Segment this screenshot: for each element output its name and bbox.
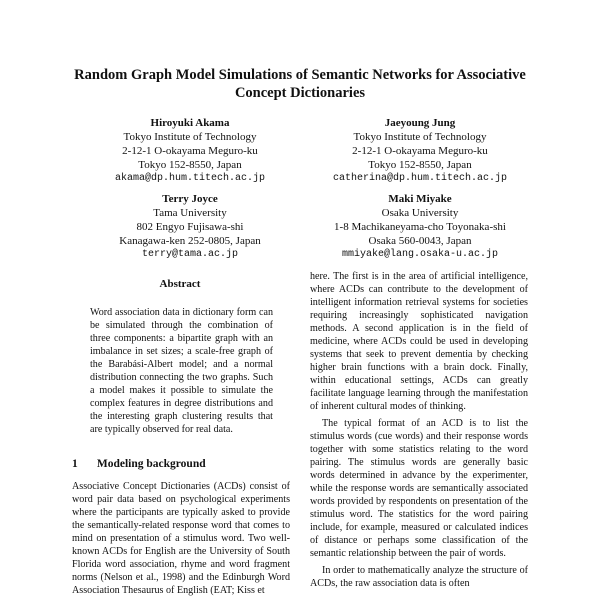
author-address: Tokyo 152-8550, Japan <box>368 159 472 171</box>
author-address: Tokyo 152-8550, Japan <box>138 159 242 171</box>
author-block <box>60 116 320 186</box>
author-name: Maki Miyake <box>388 193 452 205</box>
abstract-text: Word association data in dictionary form can be simulated through the combination of three components: a bipartite graph with an imbalance in set sizes; a scale-free graph of the Barabási-Albert model; and a normal distribution connecting the two graphs. Such a model makes it possible to simulate the complex features in degree distributions and the interesting graph clustering results that are typically observed for real data. <box>90 307 273 435</box>
paragraph: Associative Concept Dictionaries (ACDs) consist of word pair data based on psychological experiments where the participants are typically asked to provide the semantically-related response word that comes to mind on presentation of a stimulus word. Two well-known ACDs for English are the University of South Florida word association, rhyme and word fragment norms (Nelson et al., 1998) and the Edinburgh Word Association Thesaurus of English (EAT; Kiss et <box>72 481 290 596</box>
section-title: Modeling background <box>96 458 206 470</box>
author-address: 802 Engyo Fujisawa-shi <box>136 221 244 233</box>
author-email[interactable]: mmiyake@lang.osaka-u.ac.jp <box>341 249 499 260</box>
section-number: 1 <box>72 458 78 470</box>
author-affiliation: Osaka University <box>381 207 459 219</box>
author-name: Hiroyuki Akama <box>150 117 230 129</box>
paragraph: here. The first is in the area of artificial intelligence, where ACDs can contribute to the development of intelligent information retrieval systems for societies requiring increasingly sophisticated navigation methods. A second application is in the field of medicine, where ACDs could be used in developing systems that seek to prevent dementia by checking higher brain functions with a brain dock. Finally, within educational settings, ACDs can greatly facilitate language learning through the manifestation of inherent cultural modes of thinking. <box>310 271 528 412</box>
author-affiliation: Tokyo Institute of Technology <box>123 131 257 143</box>
author-address: Osaka 560-0043, Japan <box>368 235 472 247</box>
author-address: 1-8 Machikaneyama-cho Toyonaka-shi <box>334 221 506 233</box>
author-email[interactable]: akama@dp.hum.titech.ac.jp <box>114 173 266 184</box>
author-address: 2-12-1 O-okayama Meguro-ku <box>122 145 258 157</box>
author-name: Terry Joyce <box>162 193 218 205</box>
paragraph: The typical format of an ACD is to list the stimulus words (cue words) and their response words together with some statistics relating to the word pairing. The stimulus words are generally basic words determined in advance by the experimenter, while the response words are semantically associated words provided by respondents on presentation of the stimulus word. The statistics for the word pairing include, for example, measured or calculated indices of distance or perhaps some classification of the semantic relationship between the pair of words. <box>310 418 528 559</box>
author-address: 2-12-1 O-okayama Meguro-ku <box>352 145 488 157</box>
right-column <box>310 270 528 590</box>
author-email[interactable]: catherina@dp.hum.titech.ac.jp <box>332 173 508 184</box>
author-affiliation: Tokyo Institute of Technology <box>353 131 487 143</box>
author-block <box>60 192 320 262</box>
author-address: Kanagawa-ken 252-0805, Japan <box>119 235 261 247</box>
author-block <box>300 116 540 186</box>
abstract-heading: Abstract <box>159 278 201 290</box>
author-block <box>290 192 550 262</box>
paper-title: Random Graph Model Simulations of Semantic Networks for Associative Concept Dictionaries <box>74 67 526 101</box>
section-body <box>72 480 290 597</box>
author-affiliation: Tama University <box>153 207 227 219</box>
paragraph: In order to mathematically analyze the structure of ACDs, the raw association data is often <box>310 565 528 589</box>
author-name: Jaeyoung Jung <box>384 117 456 129</box>
author-email[interactable]: terry@tama.ac.jp <box>141 249 238 260</box>
section-heading <box>72 458 206 470</box>
